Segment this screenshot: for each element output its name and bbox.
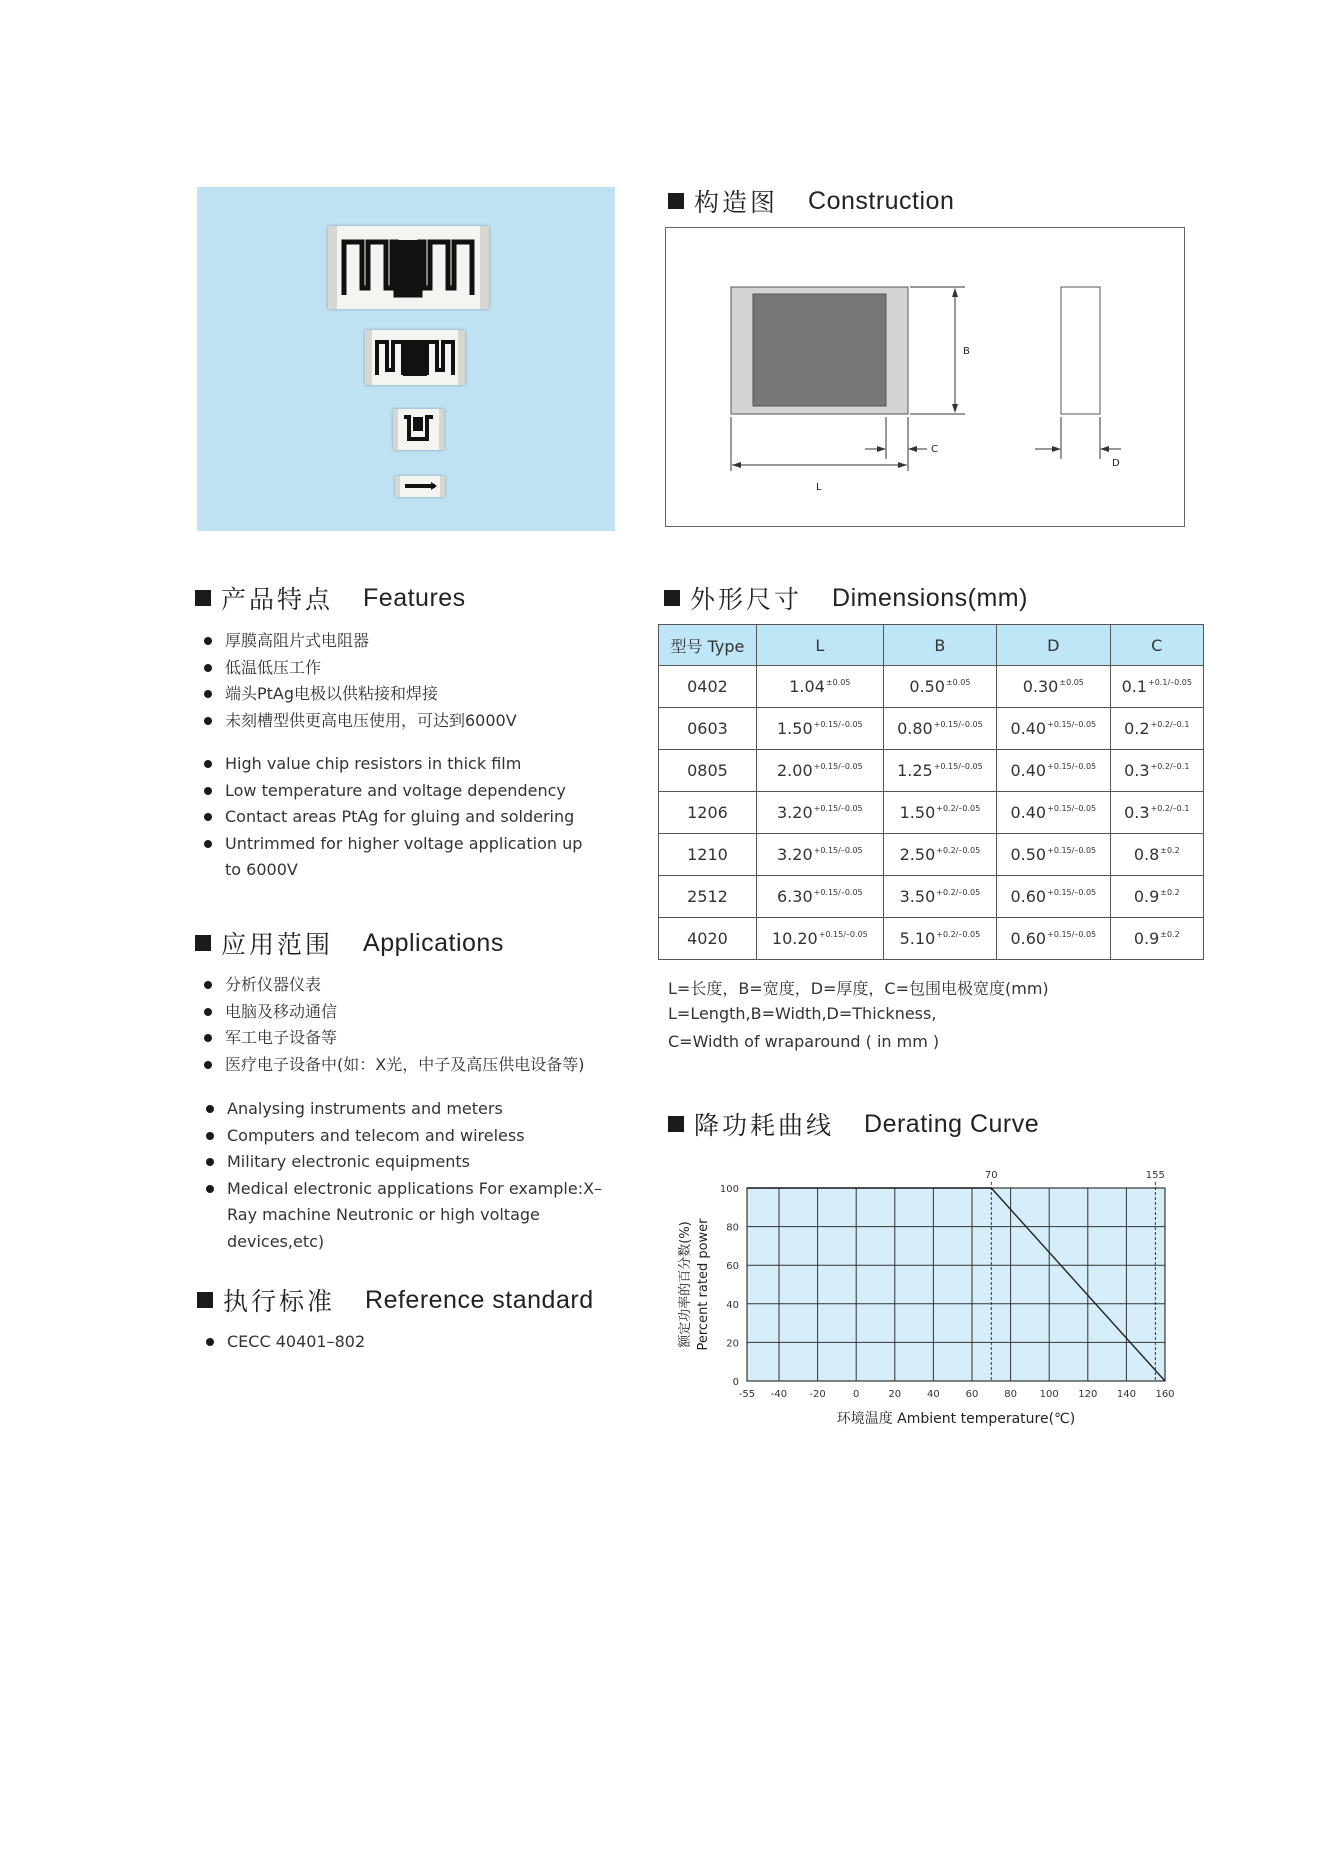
table-row — [659, 708, 1204, 750]
table-cell — [756, 834, 883, 876]
cell-tolerance: +0.2/–0.05 — [936, 846, 981, 855]
list-item: CECC 40401–802 — [202, 1329, 602, 1356]
table-cell — [1110, 876, 1203, 918]
applications-list-zh — [200, 972, 640, 1078]
list-item: 军工电子设备等 — [200, 1025, 640, 1052]
product-photo — [197, 187, 615, 531]
x-tick-label: 20 — [888, 1389, 902, 1400]
construction-diagram — [665, 227, 1185, 527]
plot-area — [747, 1188, 1165, 1381]
list-item: 低温低压工作 — [200, 655, 610, 682]
dimensions-title: 外形尺寸 Dimensions(mm) — [664, 580, 1028, 616]
x-tick-label: 0 — [853, 1389, 860, 1400]
table-header-cell: L — [756, 625, 883, 666]
cell-value: 0.50 — [1010, 845, 1047, 864]
cell-value: 2512 — [687, 887, 728, 906]
list-item: Military electronic equipments — [202, 1149, 622, 1176]
cell-value: 0.9 — [1133, 887, 1160, 906]
dim-label-b: B — [963, 346, 970, 357]
table-cell — [883, 918, 996, 960]
dimensions-table — [658, 624, 1204, 960]
table-row — [659, 792, 1204, 834]
y-tick-label: 60 — [726, 1261, 739, 1273]
cell-tolerance: +0.15/–0.05 — [1047, 762, 1097, 771]
applications-title: 应用范围 Applications — [195, 925, 504, 961]
cell-value: 5.10 — [899, 929, 936, 948]
cell-tolerance: +0.15/–0.05 — [818, 930, 868, 939]
cell-value: 0.1 — [1121, 677, 1148, 696]
annotation-label: 155 — [1145, 1170, 1165, 1181]
cell-tolerance: ±0.2 — [1160, 930, 1180, 939]
cell-value: 4020 — [687, 929, 728, 948]
list-item: 厚膜高阻片式电阻器 — [200, 628, 610, 655]
table-cell — [1110, 834, 1203, 876]
list-item: Medical electronic applications For example:X–Ray machine Neutronic or high voltage devices,etc) — [202, 1176, 617, 1256]
table-cell — [756, 876, 883, 918]
cell-value: 3.50 — [899, 887, 936, 906]
chip-resistor-medium — [365, 330, 465, 385]
x-tick-label: 60 — [965, 1389, 979, 1400]
x-tick-label: 100 — [1039, 1389, 1059, 1400]
cell-value: 0.3 — [1124, 803, 1150, 822]
cell-value: 3.20 — [777, 803, 813, 822]
cell-value: 6.30 — [777, 887, 813, 906]
chip-resistor-tiny — [395, 476, 445, 497]
table-cell — [883, 750, 996, 792]
cell-value: 0402 — [687, 677, 728, 696]
table-header-cell: D — [997, 625, 1110, 666]
y-tick-label: 80 — [726, 1222, 739, 1234]
list-item: 端头PtAg电极以供粘接和焊接 — [200, 681, 610, 708]
cell-value: 0805 — [687, 761, 728, 780]
cell-value: 0.3 — [1124, 761, 1150, 780]
cell-value: 0.9 — [1133, 929, 1160, 948]
cell-tolerance: +0.15/–0.05 — [1047, 930, 1097, 939]
cell-tolerance: +0.1/–0.05 — [1148, 678, 1192, 687]
cell-tolerance: +0.15/–0.05 — [1047, 720, 1097, 729]
applications-list-en — [202, 1096, 622, 1255]
table-header-cell: B — [883, 625, 996, 666]
list-item: 未刻槽型供更高电压使用，可达到6000V — [200, 708, 610, 735]
cell-value: 0.80 — [897, 719, 933, 738]
chip-resistor-small — [393, 409, 444, 450]
table-cell — [659, 918, 757, 960]
y-tick-label: 20 — [726, 1338, 739, 1350]
table-cell — [756, 792, 883, 834]
square-bullet-icon — [664, 590, 680, 606]
table-cell — [1110, 792, 1203, 834]
table-cell — [997, 666, 1110, 708]
chip-resistor-large — [328, 226, 489, 309]
cell-value: 0.50 — [909, 677, 945, 696]
square-bullet-icon — [195, 935, 211, 951]
table-cell — [883, 876, 996, 918]
cell-tolerance: ±0.2 — [1160, 846, 1180, 855]
table-cell — [756, 708, 883, 750]
table-cell — [883, 792, 996, 834]
cell-value: 0.40 — [1010, 761, 1047, 780]
cell-value: 1.25 — [897, 761, 933, 780]
table-cell — [997, 876, 1110, 918]
cell-tolerance: +0.2/–0.05 — [936, 930, 981, 939]
cell-tolerance: +0.2/–0.1 — [1150, 720, 1190, 729]
cell-value: 1206 — [687, 803, 728, 822]
x-tick-label: 140 — [1116, 1389, 1136, 1400]
y-tick-label: 40 — [726, 1299, 739, 1311]
reference-title: 执行标准 Reference standard — [197, 1282, 594, 1318]
table-header-cell: C — [1110, 625, 1203, 666]
cell-value: 0.2 — [1124, 719, 1150, 738]
cell-tolerance: +0.2/–0.05 — [936, 804, 981, 813]
table-cell — [659, 834, 757, 876]
x-tick-label: -20 — [809, 1389, 826, 1400]
dimensions-note-en-2: C=Width of wraparound ( in mm ) — [668, 1032, 940, 1051]
table-cell — [1110, 666, 1203, 708]
list-item: 电脑及移动通信 — [200, 999, 640, 1026]
square-bullet-icon — [197, 1292, 213, 1308]
table-row — [659, 918, 1204, 960]
derating-chart — [665, 1160, 1225, 1430]
table-cell — [883, 834, 996, 876]
cell-tolerance: +0.15/–0.05 — [813, 720, 863, 729]
table-row — [659, 876, 1204, 918]
square-bullet-icon — [195, 590, 211, 606]
dimensions-note-en-1: L=Length,B=Width,D=Thickness, — [668, 1004, 937, 1023]
table-cell — [997, 834, 1110, 876]
square-bullet-icon — [668, 193, 684, 209]
cell-value: 0.40 — [1010, 803, 1047, 822]
dim-label-c: C — [931, 444, 938, 455]
table-cell — [756, 666, 883, 708]
cell-value: 3.20 — [777, 845, 813, 864]
table-cell — [1110, 750, 1203, 792]
cell-tolerance: +0.2/–0.1 — [1150, 762, 1190, 771]
table-row — [659, 834, 1204, 876]
cell-value: 10.20 — [771, 929, 818, 948]
table-cell — [756, 918, 883, 960]
cell-value: 0.60 — [1010, 887, 1047, 906]
table-cell — [883, 666, 996, 708]
table-cell — [756, 750, 883, 792]
table-row — [659, 666, 1204, 708]
table-cell — [997, 918, 1110, 960]
dim-label-d: D — [1112, 458, 1120, 469]
x-tick-label: -40 — [770, 1389, 788, 1400]
cell-tolerance: ±0.05 — [825, 678, 851, 687]
table-cell — [883, 708, 996, 750]
table-cell — [997, 708, 1110, 750]
cell-tolerance: +0.15/–0.05 — [813, 846, 863, 855]
square-bullet-icon — [668, 1116, 684, 1132]
y-tick-label: 100 — [719, 1184, 739, 1195]
cell-tolerance: +0.15/–0.05 — [933, 720, 983, 729]
table-cell — [1110, 918, 1203, 960]
cell-value: 1210 — [687, 845, 728, 864]
table-cell — [659, 708, 757, 750]
list-item: Analysing instruments and meters — [202, 1096, 622, 1123]
cell-tolerance: +0.15/–0.05 — [1047, 804, 1097, 813]
features-list-en — [200, 751, 610, 884]
cell-value: 2.00 — [777, 761, 813, 780]
list-item: Low temperature and voltage dependency — [200, 778, 610, 805]
x-axis-label: 环境温度 Ambient temperature(℃) — [836, 1411, 1076, 1427]
y-axis-label-zh: 额定功率的百分数(%) — [678, 1221, 693, 1348]
features-title: 产品特点 Features — [195, 580, 466, 616]
cell-tolerance: ±0.05 — [1059, 678, 1084, 687]
table-header-cell: 型号 Type — [659, 625, 757, 666]
construction-title: 构造图 Construction — [668, 183, 954, 219]
x-tick-label: 80 — [1004, 1389, 1017, 1400]
table-cell — [659, 666, 757, 708]
cell-value: 0.8 — [1133, 845, 1160, 864]
table-row — [659, 750, 1204, 792]
cell-value: 0.60 — [1010, 929, 1047, 948]
table-cell — [1110, 708, 1203, 750]
annotation-label: 70 — [984, 1170, 998, 1181]
list-item: 分析仪器仪表 — [200, 972, 640, 999]
cell-value: 0.40 — [1010, 719, 1047, 738]
table-cell — [997, 750, 1110, 792]
derating-title: 降功耗曲线 Derating Curve — [668, 1106, 1039, 1142]
x-tick-label: 160 — [1155, 1389, 1175, 1400]
cell-value: 0603 — [687, 719, 728, 738]
list-item: Untrimmed for higher voltage application up to 6000V — [200, 831, 595, 884]
list-item: 医疗电子设备中(如：X光，中子及高压供电设备等) — [200, 1052, 640, 1079]
dim-label-l: L — [816, 482, 822, 493]
cell-value: 1.50 — [777, 719, 813, 738]
x-tick-label: -55 — [738, 1389, 756, 1400]
cell-tolerance: +0.15/–0.05 — [813, 888, 863, 897]
x-tick-label: 40 — [927, 1389, 940, 1400]
cell-value: 0.30 — [1022, 677, 1059, 696]
reference-list — [202, 1329, 602, 1356]
list-item: High value chip resistors in thick film — [200, 751, 610, 778]
cell-value: 2.50 — [899, 845, 936, 864]
cell-tolerance: +0.2/–0.1 — [1150, 804, 1190, 813]
table-header-row — [659, 625, 1204, 666]
x-tick-label: 120 — [1078, 1389, 1098, 1400]
list-item: Computers and telecom and wireless — [202, 1123, 622, 1150]
features-list-zh — [200, 628, 610, 734]
y-tick-label: 0 — [732, 1377, 739, 1388]
cell-value: 1.50 — [899, 803, 936, 822]
table-cell — [659, 750, 757, 792]
cell-tolerance: ±0.05 — [945, 678, 971, 687]
cell-tolerance: +0.2/–0.05 — [936, 888, 981, 897]
table-cell — [659, 876, 757, 918]
cell-tolerance: +0.15/–0.05 — [813, 762, 863, 771]
y-axis-label-en: Percent rated power — [696, 1218, 711, 1351]
cell-tolerance: ±0.2 — [1160, 888, 1180, 897]
dimensions-note-zh: L=长度，B=宽度，D=厚度，C=包围电极宽度(mm) — [668, 979, 1049, 998]
cell-tolerance: +0.15/–0.05 — [813, 804, 863, 813]
list-item: Contact areas PtAg for gluing and soldering — [200, 804, 610, 831]
cell-tolerance: +0.15/–0.05 — [1047, 888, 1097, 897]
cell-tolerance: +0.15/–0.05 — [933, 762, 983, 771]
table-cell — [997, 792, 1110, 834]
table-cell — [659, 792, 757, 834]
cell-value: 1.04 — [789, 677, 825, 696]
cell-tolerance: +0.15/–0.05 — [1047, 846, 1097, 855]
